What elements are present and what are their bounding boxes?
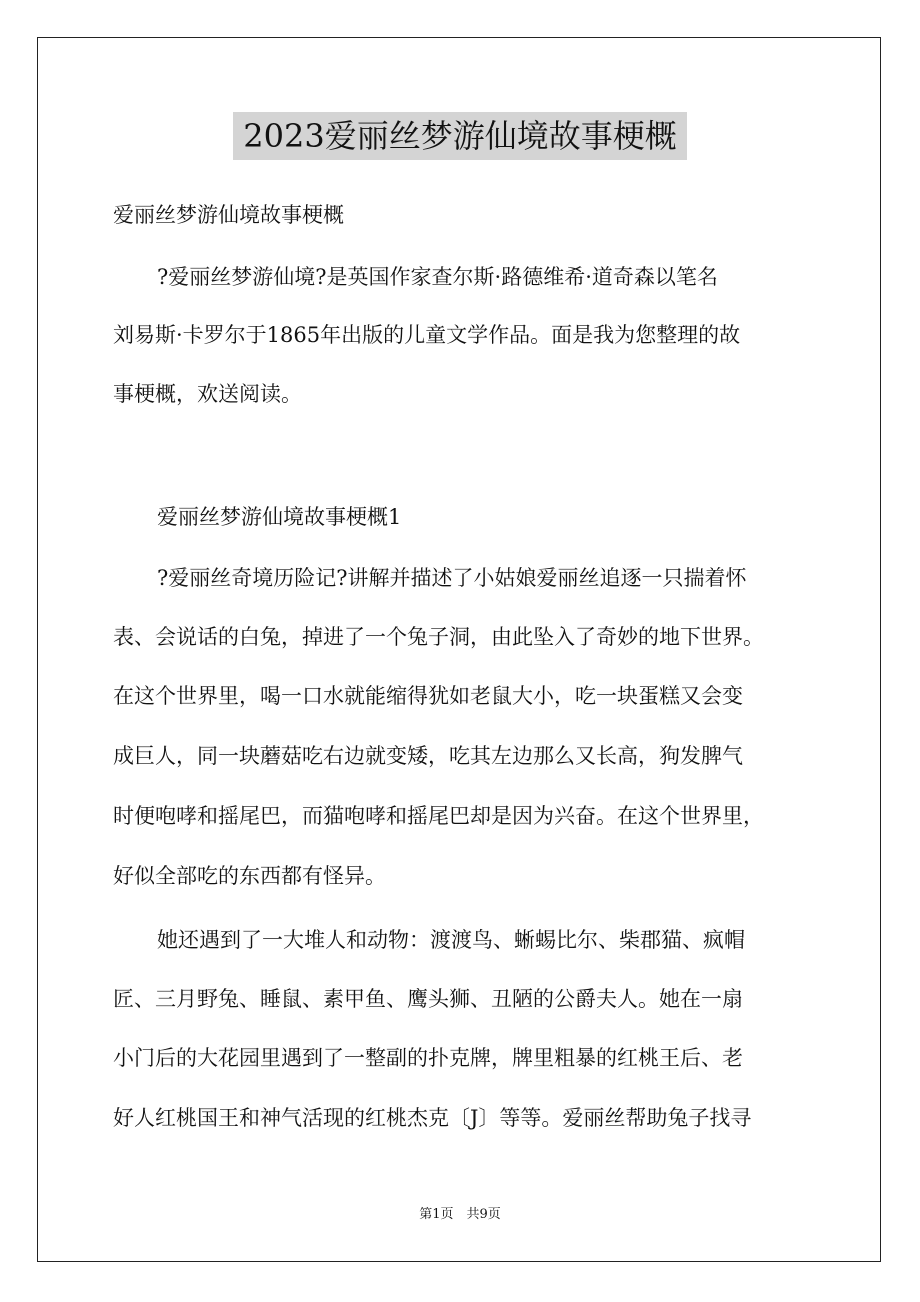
paragraph1-line-2: 表、会说话的白兔，掉进了一个兔子洞，由此坠入了奇妙的地下世界。 <box>113 625 764 649</box>
intro-line-3: 事梗概，欢送阅读。 <box>113 382 302 406</box>
paragraph1-line-1: ?爱丽丝奇境历险记?讲解并描述了小姑娘爱丽丝追逐一只揣着怀 <box>157 566 747 590</box>
document-subtitle: 爱丽丝梦游仙境故事梗概 <box>113 203 344 227</box>
intro-line-1: ?爱丽丝梦游仙境?是英国作家查尔斯·路德维希·道奇森以笔名 <box>157 265 718 289</box>
paragraph2-line-2: 匠、三月野兔、睡鼠、素甲鱼、鹰头狮、丑陋的公爵夫人。她在一扇 <box>113 987 743 1011</box>
paragraph1-line-3: 在这个世界里，喝一口水就能缩得犹如老鼠大小，吃一块蛋糕又会变 <box>113 684 743 708</box>
paragraph1-line-6: 好似全部吃的东西都有怪异。 <box>113 864 386 888</box>
page-footer: 第1页 共9页 <box>419 1207 501 1222</box>
paragraph2-line-1: 她还遇到了一大堆人和动物：渡渡鸟、蜥蜴比尔、柴郡猫、疯帽 <box>157 928 745 952</box>
paragraph1-line-5: 时便咆哮和摇尾巴，而猫咆哮和摇尾巴却是因为兴奋。在这个世界里， <box>113 804 764 828</box>
document-title: 2023爱丽丝梦游仙境故事梗概 <box>233 112 687 160</box>
paragraph2-line-4: 好人红桃国王和神气活现的红桃杰克〔J〕等等。爱丽丝帮助兔子找寻 <box>113 1106 752 1130</box>
intro-line-2: 刘易斯·卡罗尔于1865年出版的儿童文学作品。面是我为您整理的故 <box>113 323 741 347</box>
paragraph2-line-3: 小门后的大花园里遇到了一整副的扑克牌，牌里粗暴的红桃王后、老 <box>113 1046 743 1070</box>
section-heading: 爱丽丝梦游仙境故事梗概1 <box>157 505 402 529</box>
paragraph1-line-4: 成巨人，同一块蘑菇吃右边就变矮，吃其左边那么又长高，狗发脾气 <box>113 744 743 768</box>
